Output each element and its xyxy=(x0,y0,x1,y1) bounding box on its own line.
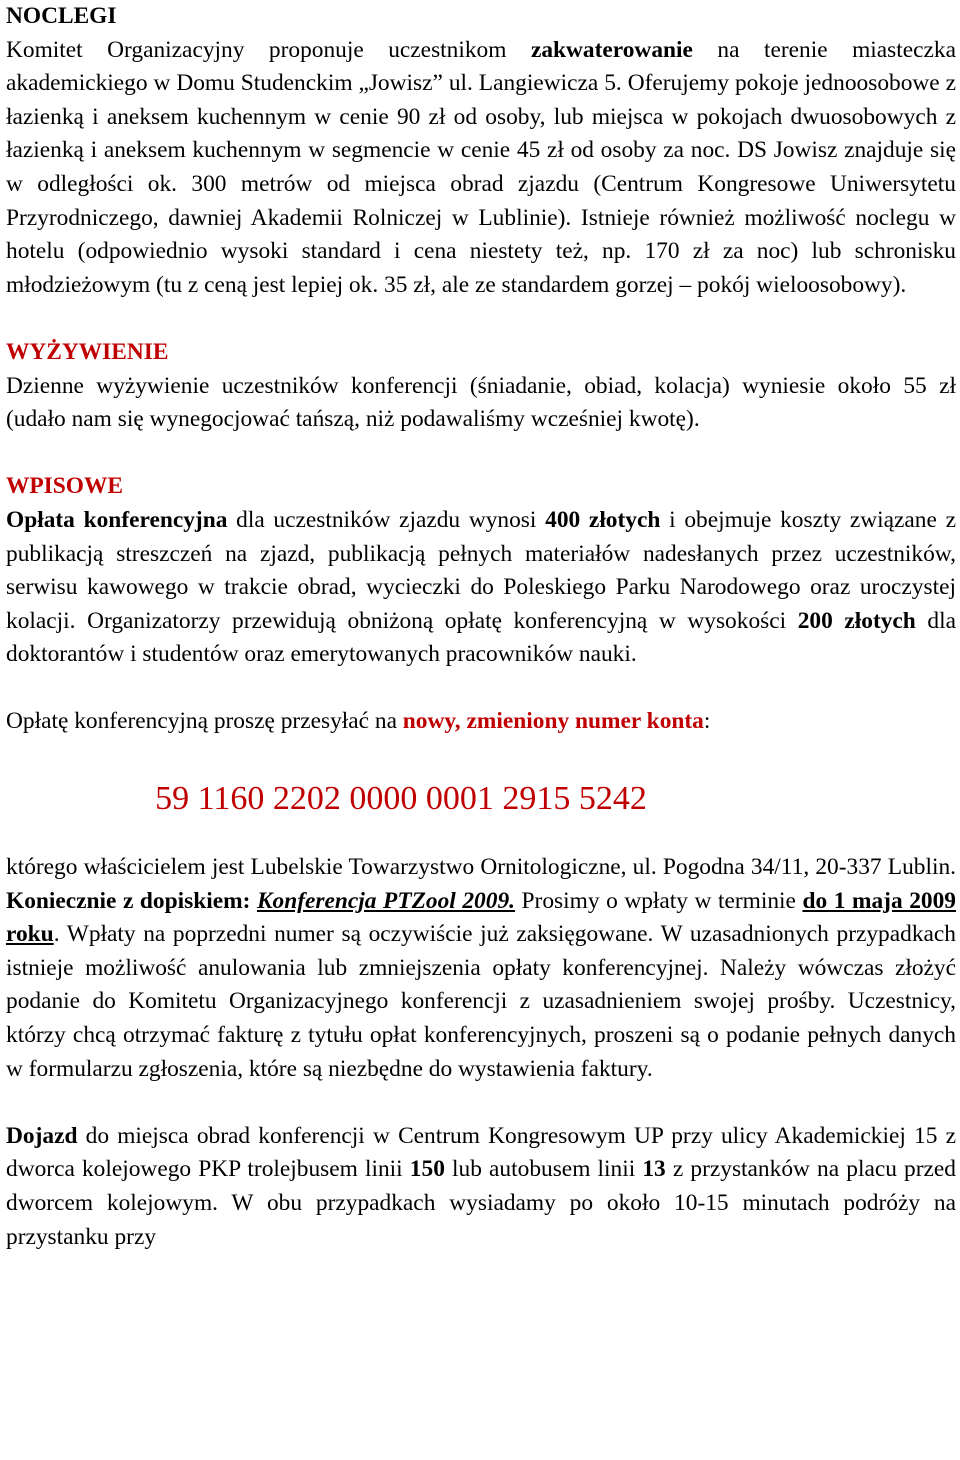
payment-text-3: . Wpłaty na poprzedni numer są oczywiście już zaksięgowane. W uzasadnionych przypadkach istnieje możliwość anulowania lub zmniejszenia opłaty konferencyjnej. Należy wówczas złożyć podanie do Komitetu Organizacyjnego konferencji z uzasadnieniem swojej prośby. Uczestnicy, którzy chcą otrzymać fakturę z tytułu opłat konferencyjnych, proszeni są o podanie pełnych danych w formularzu zgłoszenia, które są niezbędne do wystawienia faktury. xyxy=(6,921,956,1082)
wpisowe-text-4: i obejmuje koszty związane z publikacją streszczeń na zjazd, publikacją pełnych materiałów nadesłanych przez uczestników, serwisu kawowego w trakcie obrad, wycieczki do Poleskiego Parku Narodowego oraz uroczystej kolacji. Organizatorzy przewidują obniżoną opłatę konferencyjną w wysokości xyxy=(6,506,956,634)
dojazd-title: Dojazd xyxy=(6,1122,78,1149)
noclegi-text-bold: zakwaterowanie xyxy=(530,36,693,63)
payment-note-value: Konferencja PTZool 2009. xyxy=(256,887,515,914)
noclegi-text-2: na terenie miasteczka akademickiego w Domu Studenckim „Jowisz” ul. Langiewicza 5. Oferujemy pokoje jednoosobowe z łazienką i aneksem kuchennym w cenie 90 zł od osoby, lub miejsca w pokojach dwuosobowych z łazienką i aneksem kuchennym w segmencie w cenie 45 zł od osoby za noc. DS Jowisz znajduje się w odległości ok. 300 metrów od miejsca obrad zjazdu (Centrum Kongresowe Uniwersytetu Przyrodniczego, dawniej Akademii Rolniczej w Lublinie). Istnieje również możliwość noclegu w hotelu (odpowiednio wysoki standard i cena niestety też, np. 170 zł za noc) lub schronisku młodzieżowym (tu z ceną jest lepiej ok. 35 zł, ale ze standardem gorzej – pokój wieloosobowy). xyxy=(6,36,956,298)
bank-account-number: 59 1160 2202 0000 0001 2915 5242 xyxy=(155,780,647,818)
payment-lead-colon: : xyxy=(703,708,711,735)
section-title-noclegi: NOCLEGI xyxy=(6,3,117,29)
dojazd-text-6: z przystanków na placu przed dworcem kolejowym. W obu przypadkach wysiadamy po około 10-15 minutach podróży na przystanku przy xyxy=(6,1156,956,1250)
noclegi-paragraph xyxy=(6,34,956,303)
section-title-wpisowe: WPISOWE xyxy=(6,473,123,500)
wpisowe-paragraph xyxy=(6,504,956,672)
payment-text-1: którego właścicielem jest Lubelskie Towarzystwo Ornitologiczne, ul. Pogodna 34/11, 20-337 Lublin. xyxy=(6,854,956,881)
noclegi-text-1: Komitet Organizacyjny proponuje uczestnikom xyxy=(6,36,531,63)
dojazd-text-2: do miejsca obrad konferencji w Centrum Kongresowym UP przy ulicy Akademickiej 15 z dworca kolejowego PKP trolejbusem linii xyxy=(6,1122,956,1183)
payment-lead xyxy=(6,705,956,739)
wpisowe-reduced-fee-amount: 200 złotych xyxy=(797,607,916,634)
payment-paragraph xyxy=(6,851,956,1086)
wpisowe-fee-amount: 400 złotych xyxy=(545,506,661,533)
payment-lead-red: nowy, zmieniony numer konta xyxy=(402,708,704,735)
payment-note-label: Koniecznie z dopiskiem: xyxy=(6,887,257,914)
dojazd-bus-line: 13 xyxy=(642,1156,666,1183)
dojazd-trolleybus-line: 150 xyxy=(409,1156,445,1183)
wpisowe-text-6: dla doktorantów i studentów oraz emerytowanych pracowników nauki. xyxy=(6,607,956,668)
section-title-wyzywienie: WYŻYWIENIE xyxy=(6,338,169,365)
dojazd-paragraph xyxy=(6,1120,956,1254)
dojazd-text-4: lub autobusem linii xyxy=(444,1156,643,1183)
payment-deadline: do 1 maja 2009 roku xyxy=(6,887,957,948)
wyzywienie-paragraph: Dzienne wyżywienie uczestników konferencji (śniadanie, obiad, kolacja) wyniesie około 55 zł (udało nam się wynegocjować tańszą, niż podawaliśmy wcześniej kwotę). xyxy=(6,372,956,433)
payment-text-2: Prosimy o wpłaty w terminie xyxy=(515,887,803,914)
payment-lead-text: Opłatę konferencyjną proszę przesyłać na xyxy=(6,708,403,735)
wpisowe-text-bold-1: Opłata konferencyjna xyxy=(6,506,228,533)
wpisowe-text-2: dla uczestników zjazdu wynosi xyxy=(227,506,546,533)
